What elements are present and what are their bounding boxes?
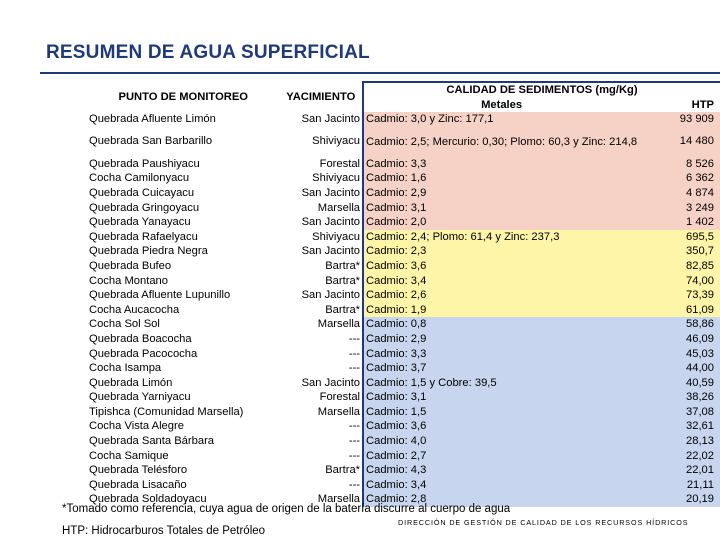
cell-metales: Cadmio: 3,4 [363,478,639,493]
cell-yacimiento: San Jacinto [301,113,361,126]
table-row [87,186,720,201]
cell-htp: 6 362 [639,171,720,186]
footnote-htp: HTP: Hidrocarburos Totales de Petróleo [62,525,266,537]
cell-htp: 21,11 [639,478,720,493]
cell-punto: Quebrada Pacococha [89,347,198,360]
cell-yacimiento: Marsella [317,405,361,418]
cell-metales: Cadmio: 2,4; Plomo: 61,4 y Zinc: 237,3 [363,230,639,245]
cell-htp: 58,86 [639,317,720,332]
cell-metales: Cadmio: 3,4 [363,274,639,289]
cell-metales: Cadmio: 2,5; Mercurio: 0,30; Plomo: 60,3 y Zinc: 214,8 [363,127,639,157]
cell-yacimiento: Shiviyacu [312,230,361,243]
cell-metales: Cadmio: 2,9 [363,186,639,201]
cell-metales: Cadmio: 3,3 [363,157,639,172]
footnote-reference: *Tomado como referencia, cuya agua de origen de la batería discurre al cuerpo de agua [62,503,511,515]
cell-yacimiento: --- [348,478,361,491]
cell-punto: Quebrada Lisacaño [89,478,187,491]
header-yacimiento: YACIMIENTO [286,90,356,103]
cell-yacimiento: San Jacinto [301,216,361,229]
cell-htp: 73,39 [639,288,720,303]
cell-htp: 20,19 [639,492,720,507]
cell-htp: 46,09 [639,332,720,347]
cell-metales: Cadmio: 2,3 [363,244,639,259]
cell-punto: Quebrada Paushiyacu [89,157,200,170]
cell-yacimiento: Bartra* [325,259,361,272]
cell-metales: Cadmio: 3,6 [363,259,639,274]
table-row [87,230,720,245]
table-row [87,478,720,493]
cell-yacimiento: Forestal [319,391,361,404]
department-label: DIRECCIÓN DE GESTIÓN DE CALIDAD DE LOS RECURSOS HÍDRICOS [398,518,689,527]
cell-htp: 32,61 [639,419,720,434]
header-metales: Metales [363,98,639,113]
table-row [87,157,720,172]
cell-yacimiento: --- [348,449,361,462]
table-row [87,449,720,464]
table-row [87,463,720,478]
cell-punto: Quebrada Yanayacu [89,216,191,229]
table-row [87,201,720,216]
table-row [87,376,720,391]
cell-yacimiento: Marsella [317,493,361,506]
cell-htp: 37,08 [639,405,720,420]
cell-yacimiento: Shiviyacu [312,172,361,185]
cell-htp: 28,13 [639,434,720,449]
cell-yacimiento: Bartra* [325,274,361,287]
table-row [87,127,720,157]
cell-metales: Cadmio: 4,3 [363,463,639,478]
cell-metales: Cadmio: 3,6 [363,419,639,434]
cell-metales: Cadmio: 3,1 [363,390,639,405]
cell-htp: 45,03 [639,347,720,362]
cell-htp: 44,00 [639,361,720,376]
title-divider [40,72,720,74]
cell-punto: Cocha Camilonyacu [89,172,190,185]
cell-htp: 350,7 [639,244,720,259]
cell-metales: Cadmio: 1,6 [363,171,639,186]
cell-htp: 74,00 [639,274,720,289]
header-calidad: CALIDAD DE SEDIMENTOS (mg/Kg) [363,82,720,98]
cell-metales: Cadmio: 3,3 [363,347,639,362]
cell-metales: Cadmio: 0,8 [363,317,639,332]
table-row [87,434,720,449]
cell-punto: Quebrada Soldadoyacu [89,493,207,506]
cell-metales: Cadmio: 2,6 [363,288,639,303]
cell-punto: Quebrada Afluente Lupunillo [89,289,231,302]
cell-htp: 14 480 [639,127,720,157]
cell-yacimiento: Bartra* [325,303,361,316]
table-row [87,274,720,289]
cell-htp: 695,5 [639,230,720,245]
cell-htp: 22,02 [639,449,720,464]
cell-htp: 1 402 [639,215,720,230]
cell-punto: Cocha Sol Sol [89,318,160,331]
cell-yacimiento: Bartra* [325,464,361,477]
cell-yacimiento: Marsella [317,318,361,331]
cell-htp: 22,01 [639,463,720,478]
cell-punto: Quebrada San Barbarillo [89,135,213,148]
cell-htp: 40,59 [639,376,720,391]
cell-punto: Cocha Samique [89,449,169,462]
cell-metales: Cadmio: 1,9 [363,303,639,318]
cell-htp: 38,26 [639,390,720,405]
table-row [87,303,720,318]
cell-punto: Cocha Isampa [89,362,162,375]
cell-punto: Quebrada Yarniyacu [89,391,191,404]
table-row [87,332,720,347]
table-row [87,259,720,274]
cell-punto: Quebrada Cuicayacu [89,186,195,199]
cell-metales: Cadmio: 2,9 [363,332,639,347]
cell-yacimiento: San Jacinto [301,245,361,258]
cell-punto: Quebrada Santa Bárbara [89,435,215,448]
cell-yacimiento: Forestal [319,157,361,170]
page-title: RESUMEN DE AGUA SUPERFICIAL [46,42,370,63]
cell-punto: Quebrada Piedra Negra [89,245,208,258]
table-row [87,347,720,362]
table-row [87,361,720,376]
table-row [87,390,720,405]
cell-punto: Quebrada Boacocha [89,332,192,345]
cell-htp: 3 249 [639,201,720,216]
cell-htp: 4 874 [639,186,720,201]
cell-punto: Tipishca (Comunidad Marsella) [89,405,244,418]
cell-punto: Quebrada Limón [89,376,173,389]
cell-punto: Cocha Aucacocha [89,303,180,316]
table-row [87,171,720,186]
cell-punto: Quebrada Gringoyacu [89,201,200,214]
header-htp: HTP [691,98,714,111]
cell-metales: Cadmio: 1,5 [363,405,639,420]
cell-yacimiento: --- [348,347,361,360]
cell-punto: Cocha Vista Alegre [89,420,184,433]
cell-htp: 82,85 [639,259,720,274]
cell-punto: Quebrada Afluente Limón [89,113,216,126]
cell-yacimiento: Marsella [317,201,361,214]
header-punto: PUNTO DE MONITOREO [118,90,249,103]
cell-yacimiento: San Jacinto [301,186,361,199]
cell-yacimiento: --- [348,362,361,375]
cell-htp: 93 909 [639,112,720,127]
cell-yacimiento: Shiviyacu [312,135,361,148]
cell-metales: Cadmio: 2,0 [363,215,639,230]
cell-yacimiento: --- [348,435,361,448]
cell-yacimiento: San Jacinto [301,289,361,302]
table-row [87,419,720,434]
cell-metales: Cadmio: 4,0 [363,434,639,449]
cell-punto: Quebrada Bufeo [89,259,172,272]
cell-metales: Cadmio: 3,7 [363,361,639,376]
cell-htp: 8 526 [639,157,720,172]
cell-punto: Cocha Montano [89,274,168,287]
table-row [87,244,720,259]
sediment-quality-table [87,81,720,507]
cell-metales: Cadmio: 2,7 [363,449,639,464]
cell-metales: Cadmio: 3,1 [363,201,639,216]
table-row [87,288,720,303]
cell-punto: Quebrada Rafaelyacu [89,230,198,243]
cell-metales: Cadmio: 2,8 [363,492,639,507]
cell-yacimiento: --- [348,332,361,345]
table-row [87,405,720,420]
table-row [87,317,720,332]
cell-metales: Cadmio: 1,5 y Cobre: 39,5 [363,376,639,391]
cell-metales: Cadmio: 3,0 y Zinc: 177,1 [363,112,639,127]
cell-punto: Quebrada Telésforo [89,464,188,477]
table-row [87,215,720,230]
cell-yacimiento: San Jacinto [301,376,361,389]
cell-htp: 61,09 [639,303,720,318]
cell-yacimiento: --- [348,420,361,433]
table-row [87,112,720,127]
